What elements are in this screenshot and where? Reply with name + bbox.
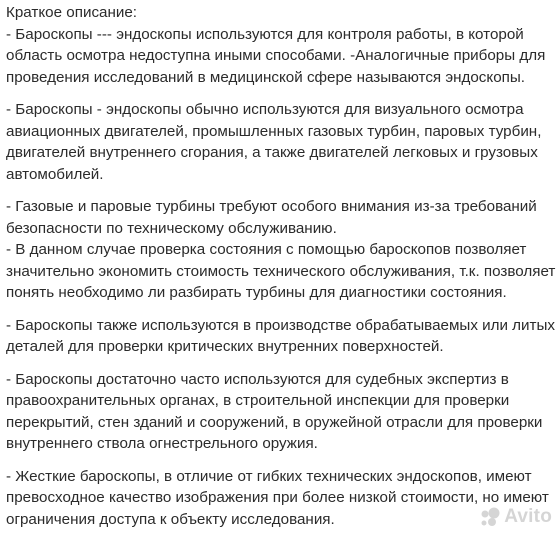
description-line: - Жесткие бароскопы, в отличие от гибких технических эндоскопов, имеют [6, 467, 532, 485]
description-line: автомобилей. [6, 165, 104, 183]
description-line: внутреннего ствола огнестрельного оружия. [6, 435, 318, 452]
description-paragraph [6, 369, 554, 455]
description-line: - Бароскопы --- эндоскопы используются для контроля работы, в которой [6, 25, 524, 43]
description-line: ограничения доступа к объекту исследования. [6, 510, 335, 528]
description-line: область осмотра недоступна иными способами. -Аналогичные приборы для [6, 47, 546, 64]
description-line: правоохранительных органах, в строительной инспекции для проверки [6, 392, 510, 409]
description-line: авиационных двигателей, промышленных газовых турбин, паровых турбин, [6, 122, 542, 140]
watermark-text: Avito [504, 506, 552, 527]
description-line: - В данном случае проверка состояния с помощью бароскопов позволяет [6, 241, 527, 258]
description-line: значительно экономить стоимость технического обслуживания, т.к. позволяет [6, 262, 556, 280]
description-line: безопасности по техническому обслуживанию. [6, 219, 337, 237]
description-paragraph [6, 196, 554, 239]
description-line: - Газовые и паровые турбины требуют особого внимания из-за требований [6, 198, 537, 215]
listing-description [6, 2, 554, 541]
description-paragraph [6, 24, 554, 89]
description-paragraph [6, 99, 554, 185]
description-line: - Бароскопы - эндоскопы обычно используются для визуального осмотра [6, 101, 524, 118]
description-paragraph [6, 466, 554, 531]
description-line: перекрытий, стен зданий и сооружений, в оружейной отрасли для проверки [6, 413, 543, 431]
description-line: понять необходимо ли разбирать турбины для диагностики состояния. [6, 284, 507, 301]
avito-watermark [479, 506, 552, 528]
description-line: проведения исследований в медицинской сфере называются эндоскопы. [6, 68, 526, 86]
avito-logo-icon [479, 506, 501, 528]
description-line: - Бароскопы достаточно часто используются для судебных экспертиз в [6, 370, 509, 388]
description-line: деталей для проверки критических внутренних поверхностей. [6, 338, 444, 355]
description-paragraph [6, 239, 554, 304]
description-line: двигателей внутреннего сгорания, а также двигателей легковых и грузовых [6, 144, 538, 161]
description-line: превосходное качество изображения при более низкой стоимости, но имеют [6, 489, 549, 506]
description-paragraph [6, 315, 554, 358]
description-line: - Бароскопы также используются в производстве обрабатываемых или литых [6, 316, 555, 334]
description-heading: Краткое описание: [6, 4, 138, 21]
